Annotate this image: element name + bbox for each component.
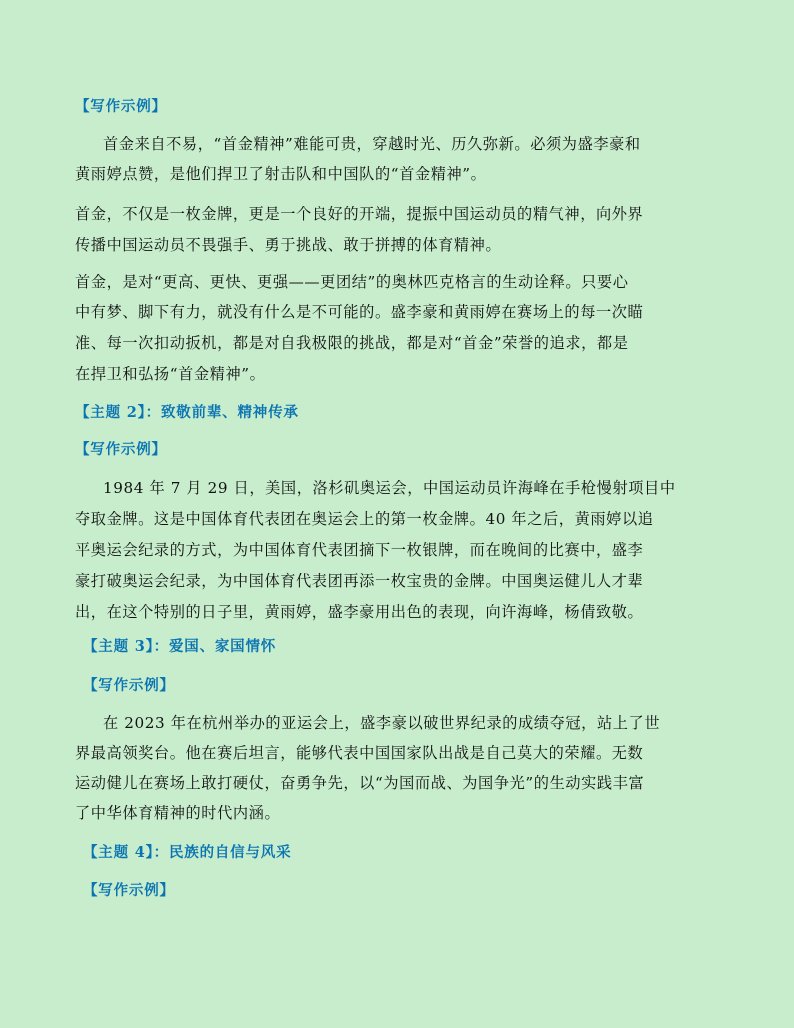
text-line: 豪打破奥运会纪录，为中国体育代表团再添一枚宝贵的金牌。中国奥运健儿人才辈	[75, 572, 644, 590]
text-line: 在 2023 年在杭州举办的亚运会上，盛李豪以破世界纪录的成绩夺冠，站上了世	[103, 714, 661, 732]
section-heading-writing-example-2: 【写作示例】	[75, 441, 167, 458]
text-line: 1984 年 7 月 29 日，美国，洛杉矶奥运会，中国运动员许海峰在手枪慢射项目中	[103, 479, 676, 497]
text-line: 首金，是对“更高、更快、更强——更团结”的奥林匹克格言的生动诠释。只要心	[75, 273, 629, 291]
section-heading-theme-2: 【主题 2】：致敬前辈、精神传承	[75, 404, 299, 421]
text-line: 传播中国运动员不畏强手、勇于挑战、敢于拼搏的体育精神。	[75, 236, 502, 254]
text-line: 运动健儿在赛场上敢打硬仗，奋勇争先，以“为国而战、为国争光”的生动实践丰富	[75, 774, 645, 792]
text-line: 夺取金牌。这是中国体育代表团在奥运会上的第一枚金牌。40 年之后，黄雨婷以追	[75, 510, 654, 528]
text-line: 首金，不仅是一枚金牌，更是一个良好的开端，提振中国运动员的精气神，向外界	[75, 205, 644, 223]
text-line: 在捍卫和弘扬“首金精神”。	[75, 365, 266, 383]
section-heading-writing-example-1: 【写作示例】	[75, 98, 167, 115]
section-heading-writing-example-4: 【写作示例】	[83, 882, 175, 899]
text-line: 中有梦、脚下有力，就没有什么是不可能的。盛李豪和黄雨婷在赛场上的每一次瞄	[75, 303, 644, 321]
text-line: 出，在这个特别的日子里，黄雨婷，盛李豪用出色的表现，向许海峰，杨倩致敬。	[75, 603, 644, 621]
text-line: 首金来自不易，“首金精神”难能可贵，穿越时光、历久弥新。必须为盛李豪和	[103, 135, 641, 153]
text-line: 了中华体育精神的时代内涵。	[75, 804, 281, 822]
section-heading-theme-4: 【主题 4】：民族的自信与风采	[83, 844, 292, 861]
text-line: 准、每一次扣动扳机，都是对自我极限的挑战，都是对“首金”荣誉的追求，都是	[75, 334, 629, 352]
text-line: 平奥运会纪录的方式，为中国体育代表团摘下一枚银牌，而在晚间的比赛中，盛李	[75, 541, 644, 559]
section-heading-writing-example-3: 【写作示例】	[83, 677, 175, 694]
section-heading-theme-3: 【主题 3】：爱国、家国情怀	[83, 638, 277, 655]
text-line: 黄雨婷点赞，是他们捍卫了射击队和中国队的“首金精神”。	[75, 165, 487, 183]
text-line: 界最高领奖台。他在赛后坦言，能够代表中国国家队出战是自己莫大的荣耀。无数	[75, 744, 644, 762]
